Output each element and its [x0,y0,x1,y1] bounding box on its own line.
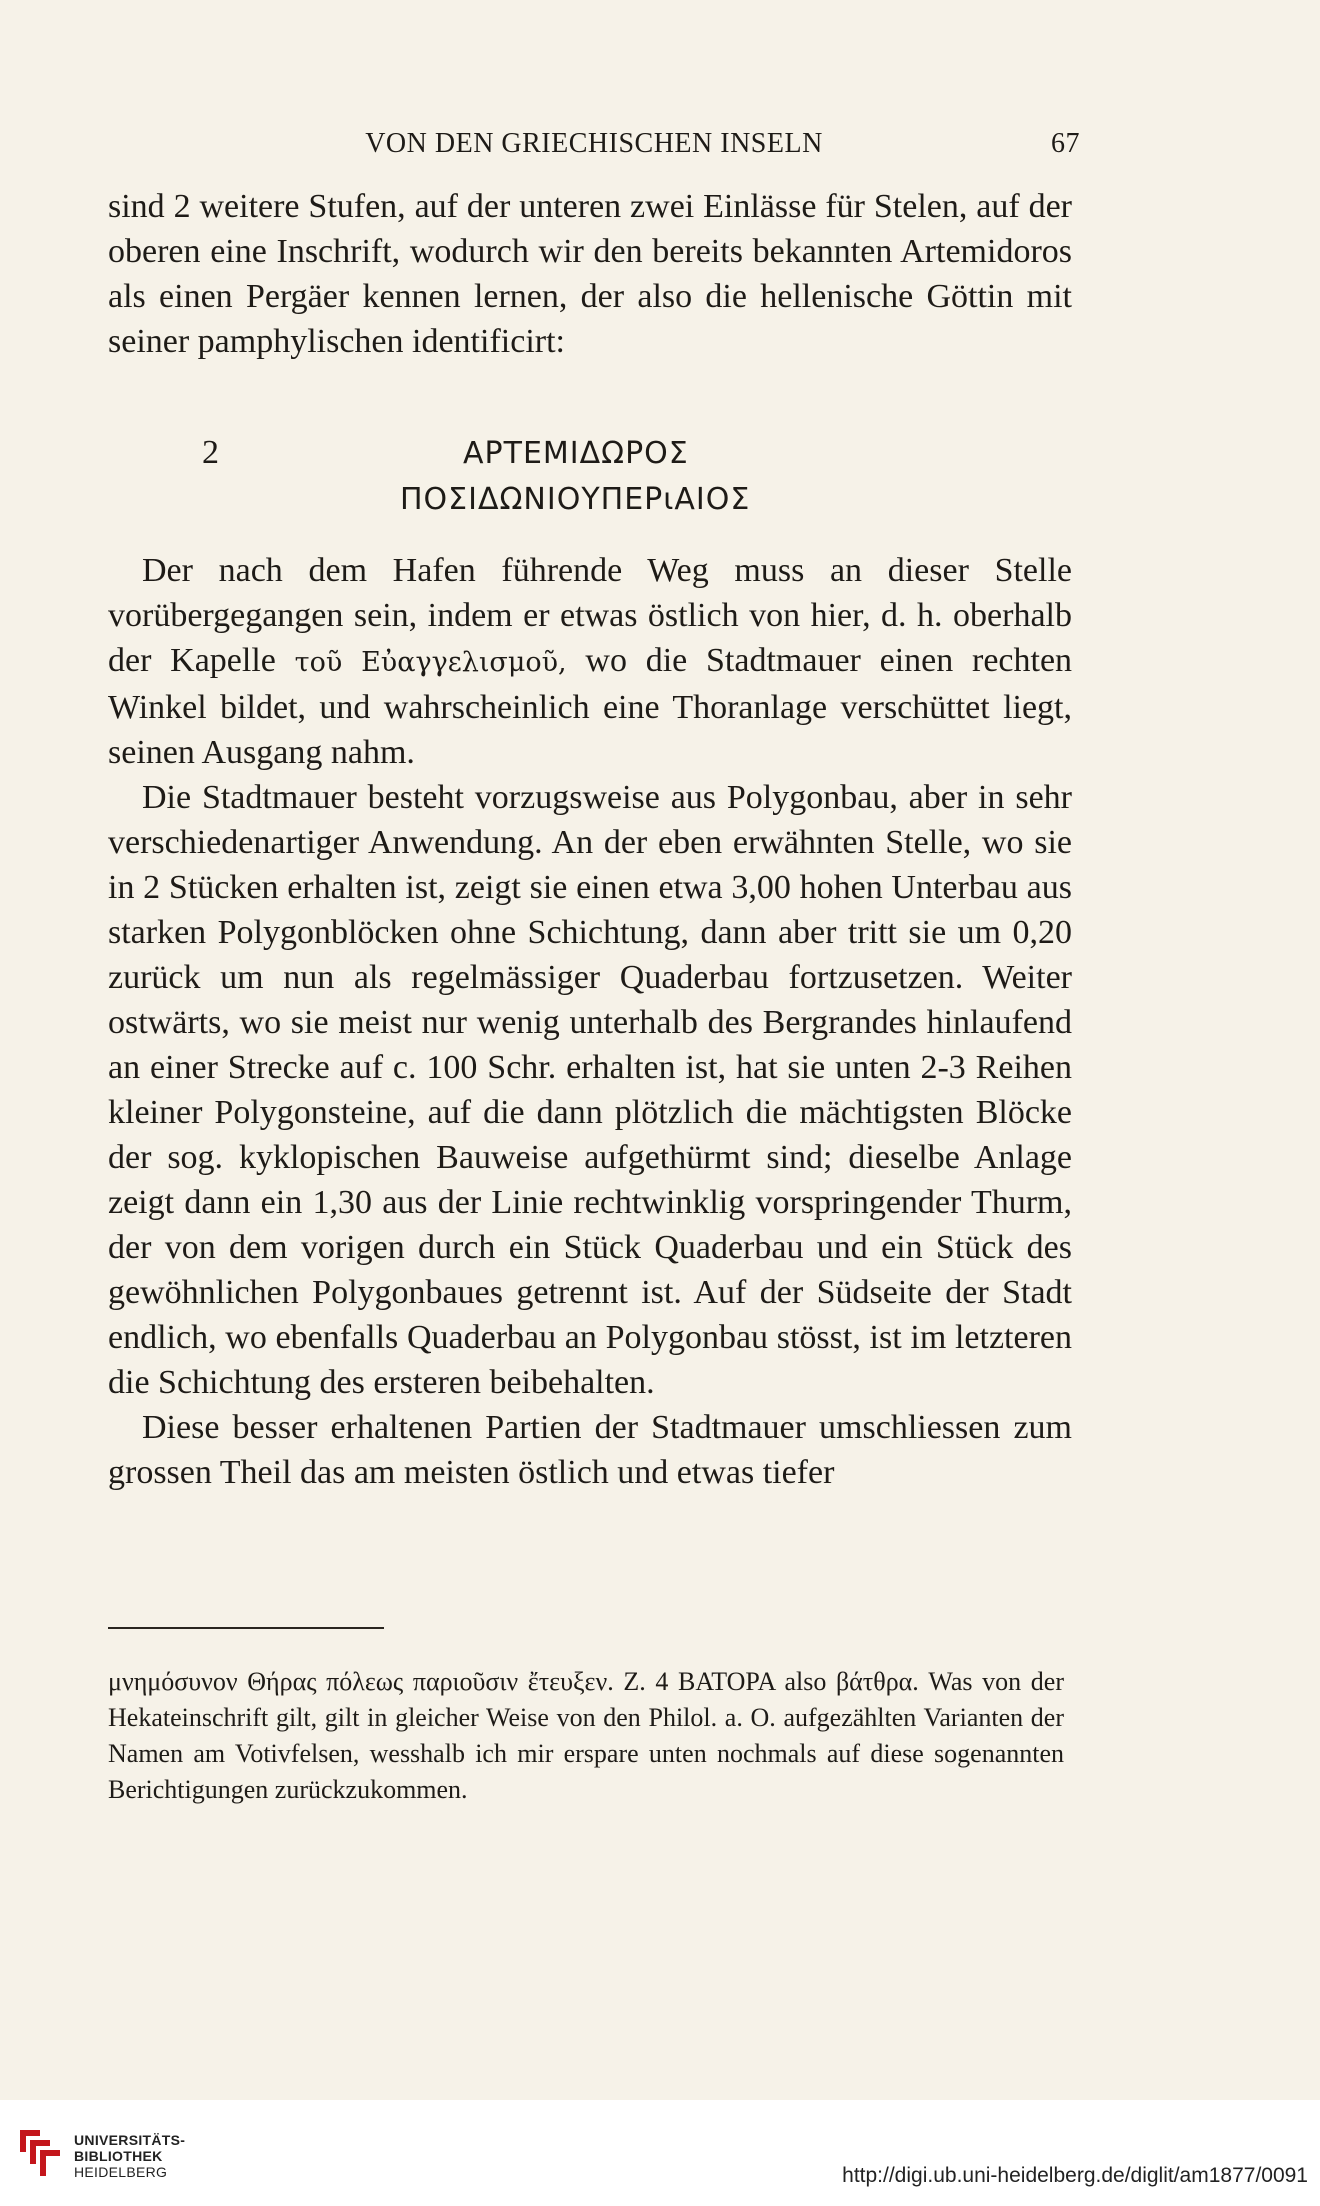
paragraph-3: Die Stadtmauer besteht vorzugsweise aus Polygonbau, aber in sehr verschiedenartiger Anwendung. An der eben erwähnten Stelle, wo sie in 2 Stücken erhalten ist, zeigt sie einen etwa 3,00 hohen Unterbau aus starken Polygonblöcken ohne Schichtung, dann aber tritt sie um 0,20 zurück um nun als regelmässiger Quaderbau fortzusetzen. Weiter ostwärts, wo sie meist nur wenig unterhalb des Bergrandes hinlaufend an einer Strecke auf c. 100 Schr. erhalten ist, hat sie unten 2-3 Reihen kleiner Polygonsteine, auf die dann plötzlich die mächtigsten Blöcke der sog. kyklopischen Bauweise aufgethürmt sind; dieselbe Anlage zeigt dann ein 1,30 aus der Linie rechtwinklig vorspringender Thurm, der von dem vorigen durch ein Stück Quaderbau und ein Stück des gewöhnlichen Polygonbaues getrennt ist. Auf der Südseite der Stadt endlich, wo ebenfalls Quaderbau an Polygonbau stösst, ist im letzteren die Schichtung des ersteren beibehalten. [108,779,1072,1401]
paragraph-2-after: wo die Stadtmauer einen rechten Winkel bildet, und wahrscheinlich eine Thoranlage verschüttet liegt, seinen Ausgang nahm. [108,642,1073,771]
footnote-rule [108,1627,384,1629]
paragraph-4: Diese besser erhaltenen Partien der Stadtmauer umschliessen zum grossen Theil das am meisten östlich und etwas tiefer [108,1409,1072,1491]
footer-bar [0,2100,1320,2206]
inscription-block [108,430,1072,530]
source-url[interactable]: http://digi.ub.uni-heidelberg.de/diglit/am1877/0091 [842,2164,1308,2187]
inscription-number: 2 [202,434,219,471]
paragraph-intro-text: sind 2 weitere Stufen, auf der unteren zwei Einlässe für Stelen, auf der oberen eine Inschrift, wodurch wir den bereits bekannten Artemidoros als einen Pergäer kennen lernen, der also die hellenische Göttin mit seiner pamphylischen identificirt: [108,188,1072,360]
library-name [74,2132,185,2180]
inscription-line-1: ΑΡΤΕΜΙΔΩΡΟΣ [463,436,689,471]
page-number: 67 [1051,128,1080,159]
running-header [108,128,1080,168]
inscription-line-2: ΠΟΣΙΔΩΝΙΟΥΠΕΡιΑΙΟΣ [400,482,751,517]
library-name-line-3: HEIDELBERG [74,2164,168,2180]
footnote [108,1664,1064,1808]
library-name-line-1: UNIVERSITÄTS- [74,2132,186,2148]
footnote-text: μνημόσυνον Θήρας πόλεως παριοῦσιν ἔτευξεν. Z. 4 BATOPA also βάτθρα. Was von der Hekateinschrift gilt, gilt in gleicher Weise von den Philol. a. O. aufgezählten Varianten der Namen am Votivfelsen, wesshalb ich mir erspare unten nochmals auf diese sogenannten Berichtigungen zurückzukommen. [108,1667,1064,1804]
library-name-line-2: BIBLIOTHEK [74,2148,163,2164]
main-text [108,548,1072,1495]
paragraph-2-greek: τοῦ Εὐαγγελισμοῦ, [294,647,567,678]
running-title: VON DEN GRIECHISCHEN INSELN [365,128,823,159]
paragraph-intro [108,184,1072,364]
paragraph-2 [108,548,1072,775]
paragraph-2-before: Der nach dem Hafen führende Weg muss an dieser Stelle vorübergegangen sein, indem er etwas östlich von hier, d. h. oberhalb der Kapelle [108,552,1072,679]
library-logo-icon [14,2122,66,2182]
